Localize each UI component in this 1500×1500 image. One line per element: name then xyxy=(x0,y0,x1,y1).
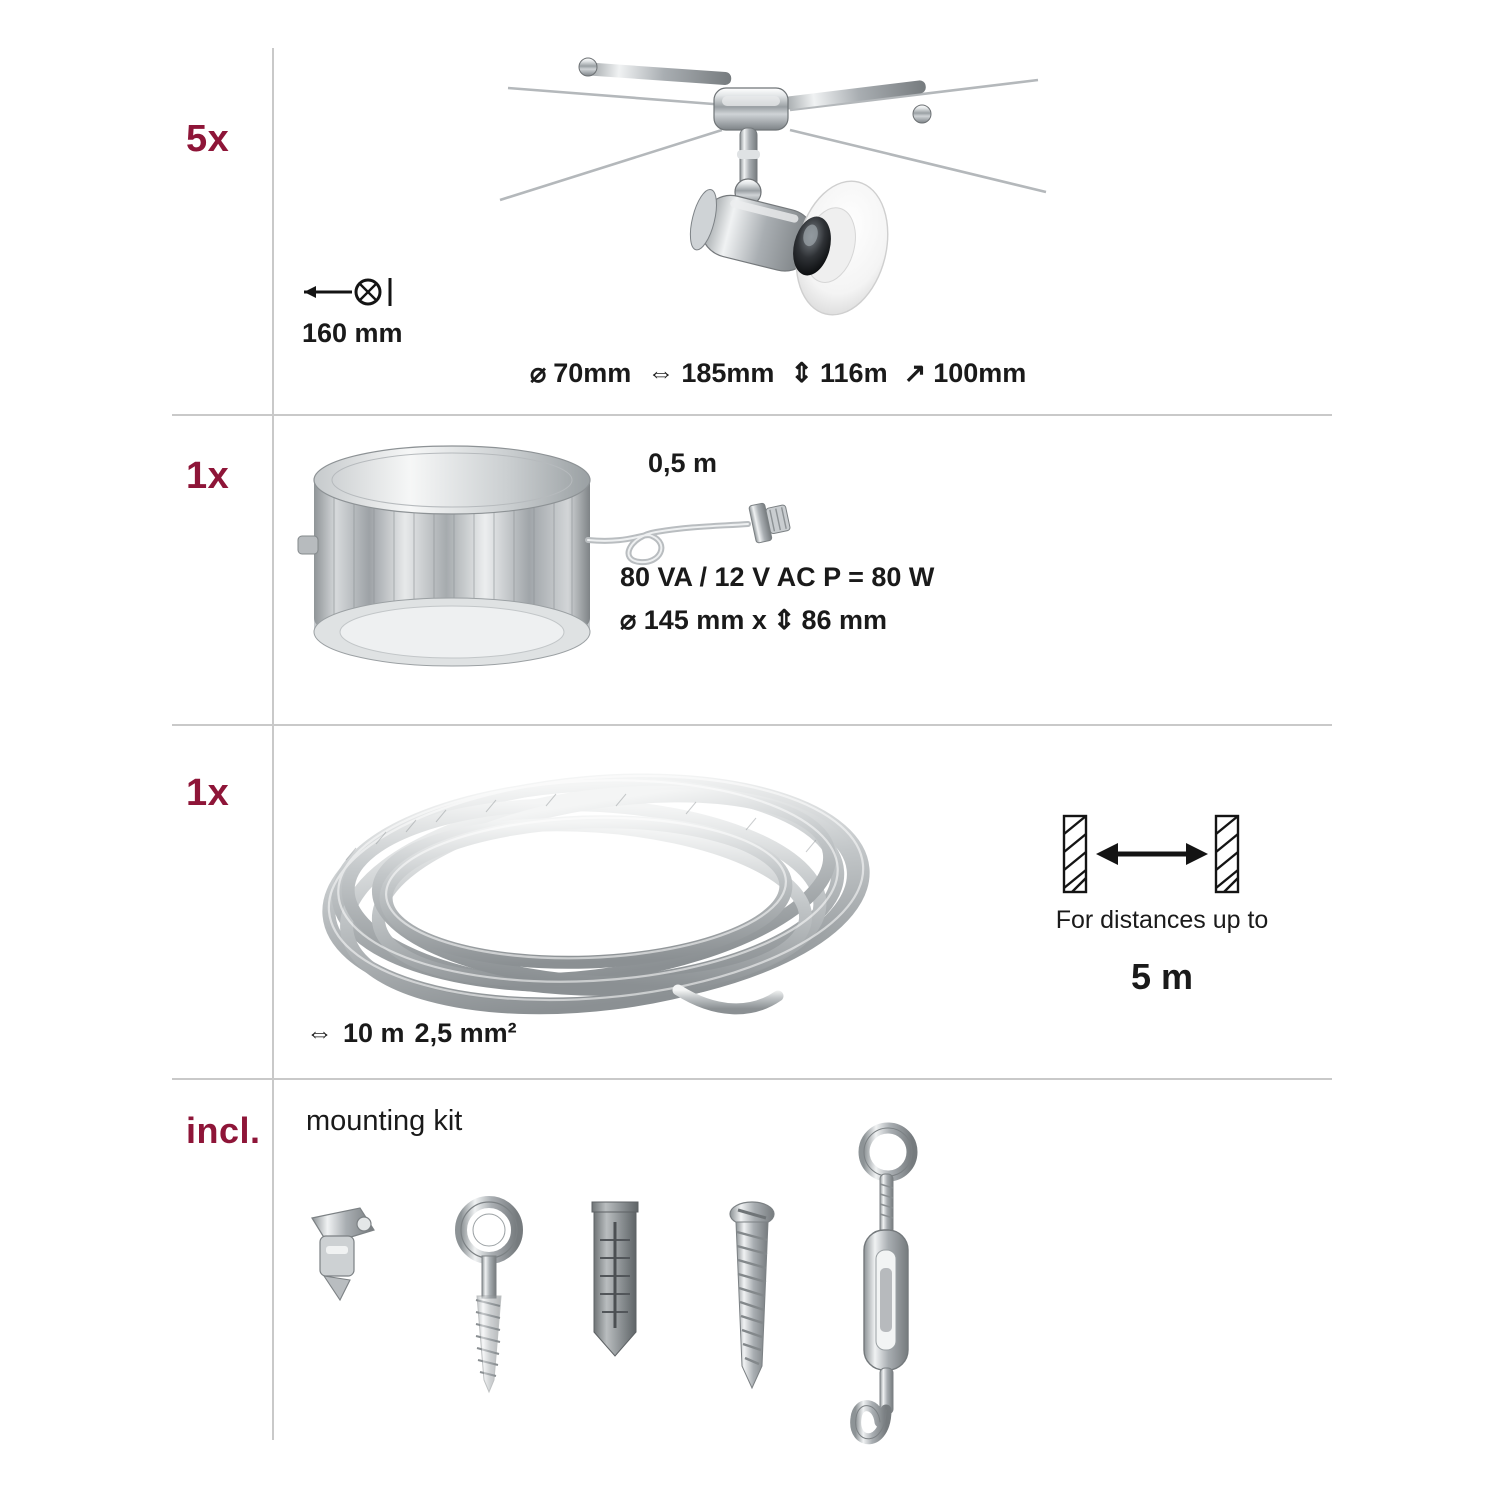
transformer-electrical-spec: 80 VA / 12 V AC P = 80 W xyxy=(620,562,935,592)
height-arrow-icon: ⇕ xyxy=(772,605,796,635)
transformer-diameter-text: ⌀ 145 mm x xyxy=(620,605,767,635)
quantity-mounting-kit: incl. xyxy=(186,1110,261,1151)
rope-coil-illustration xyxy=(286,752,946,1042)
rope-length-spec xyxy=(306,1018,517,1049)
wood-screw-icon xyxy=(712,1196,792,1406)
quantity-transformer: 1x xyxy=(186,455,230,497)
transformer-cable-length: 0,5 m xyxy=(648,448,718,478)
diameter-icon: ⌀ xyxy=(530,358,547,388)
wall-plug-icon xyxy=(570,1196,660,1376)
quantity-wire-spot: 5x xyxy=(186,118,230,160)
height-arrow-icon: ⇕ xyxy=(790,358,814,388)
width-arrow-icon: ⇔ xyxy=(647,358,675,388)
turnbuckle-icon xyxy=(830,1118,940,1478)
row-divider-3 xyxy=(172,1078,1332,1080)
spacing-dimension-label: 160 mm xyxy=(302,318,403,348)
transformer-height-value: 86 mm xyxy=(801,605,888,635)
distance-note-value: 5 m xyxy=(1130,956,1194,998)
projection-value: 100mm xyxy=(933,358,1027,388)
wire-spot-illustration xyxy=(490,10,1050,370)
diameter-value: 70mm xyxy=(553,358,632,388)
column-divider xyxy=(272,48,274,1440)
eye-screw-icon xyxy=(444,1192,534,1402)
row-divider-1 xyxy=(172,414,1332,416)
mounting-kit-title: mounting kit xyxy=(306,1105,463,1137)
wire-spot-dimensions xyxy=(530,358,1026,389)
wall-distance-icon xyxy=(1052,812,1252,902)
height-value: 116m xyxy=(820,358,888,388)
distance-note-text: For distances up to xyxy=(1055,906,1269,934)
rope-length-value: 10 m xyxy=(343,1018,405,1048)
row-divider-2 xyxy=(172,724,1332,726)
diagonal-arrow-icon: ↗ xyxy=(903,358,927,388)
distance-note xyxy=(1022,905,1302,999)
width-arrow-icon: ⇔ xyxy=(306,1018,333,1048)
rope-cross-section: 2,5 mm² xyxy=(414,1018,517,1048)
spacing-dimension-icon xyxy=(298,272,418,312)
quantity-rope: 1x xyxy=(186,772,230,814)
cable-clamp-icon xyxy=(298,1196,388,1306)
transformer-size-spec xyxy=(620,605,887,636)
width-value: 185mm xyxy=(681,358,775,388)
